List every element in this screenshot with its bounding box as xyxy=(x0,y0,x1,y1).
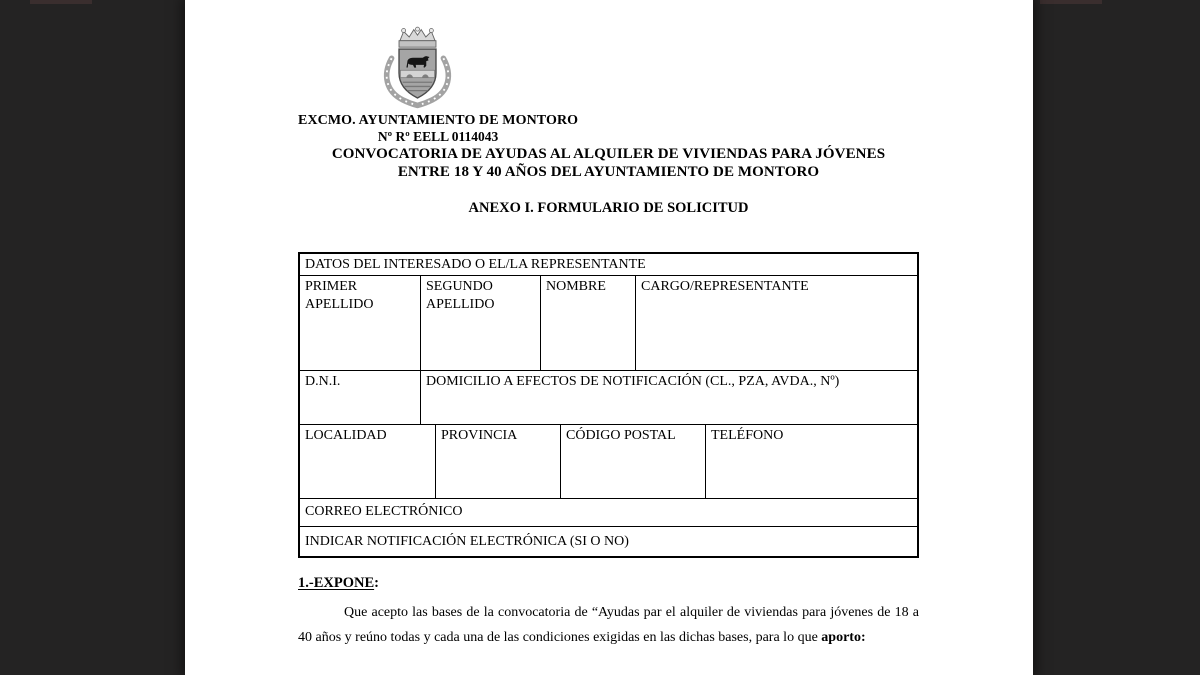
table-row-notification xyxy=(300,526,917,556)
field-domicilio: DOMICILIO A EFECTOS DE NOTIFICACIÓN (CL., PZA, AVDA., Nº) xyxy=(420,371,917,424)
table-row-dni xyxy=(300,370,917,424)
document-page xyxy=(185,0,1033,675)
field-notificacion-electronica: INDICAR NOTIFICACIÓN ELECTRÓNICA (SI O NO) xyxy=(305,534,629,549)
expone-heading-colon: : xyxy=(374,575,379,591)
table-row-section xyxy=(300,254,917,275)
expone-paragraph-bold: aporto: xyxy=(821,630,866,645)
expone-paragraph xyxy=(298,600,919,650)
annex-heading: ANEXO I. FORMULARIO DE SOLICITUD xyxy=(468,200,749,216)
field-primer-apellido: PRIMER APELLIDO xyxy=(305,279,374,312)
field-nombre: NOMBRE xyxy=(540,276,635,370)
document-title-line2: ENTRE 18 Y 40 AÑOS DEL AYUNTAMIENTO DE MONTORO xyxy=(397,163,820,180)
document-title-line1: CONVOCATORIA DE AYUDAS AL ALQUILER DE VIVIENDAS PARA JÓVENES xyxy=(331,146,886,162)
expone-paragraph-text: Que acepto las bases de la convocatoria de “Ayudas par el alquiler de viviendas para jóvenes de 18 a 40 años y reúno todas y cada una de las condiciones exigidas en las dichas bases, para lo que xyxy=(298,605,919,645)
table-row-personal xyxy=(300,275,917,370)
field-segundo-apellido: SEGUNDO APELLIDO xyxy=(420,276,540,370)
field-correo-electronico: CORREO ELECTRÓNICO xyxy=(305,504,463,519)
montoro-coat-of-arms-icon xyxy=(370,25,465,110)
expone-heading xyxy=(298,575,919,592)
org-header xyxy=(298,113,578,144)
org-name: EXCMO. AYUNTAMIENTO DE MONTORO xyxy=(298,113,579,128)
table-row-location xyxy=(300,424,917,498)
field-localidad: LOCALIDAD xyxy=(305,428,387,443)
org-registry-number: Nº Rº EELL 0114043 xyxy=(377,129,499,144)
field-codigo-postal: CÓDIGO POSTAL xyxy=(560,425,705,498)
field-provincia: PROVINCIA xyxy=(435,425,560,498)
field-cargo-representante: CARGO/REPRESENTANTE xyxy=(635,276,917,370)
document-title xyxy=(298,146,919,181)
expone-heading-text: 1.-EXPONE xyxy=(298,575,375,591)
table-section-header: DATOS DEL INTERESADO O EL/LA REPRESENTANTE xyxy=(305,257,646,272)
applicant-data-table xyxy=(298,252,919,558)
field-telefono: TELÉFONO xyxy=(705,425,917,498)
chrome-artifact xyxy=(1040,0,1102,4)
chrome-artifact xyxy=(30,0,92,4)
field-dni: D.N.I. xyxy=(305,374,341,389)
table-row-email xyxy=(300,498,917,526)
